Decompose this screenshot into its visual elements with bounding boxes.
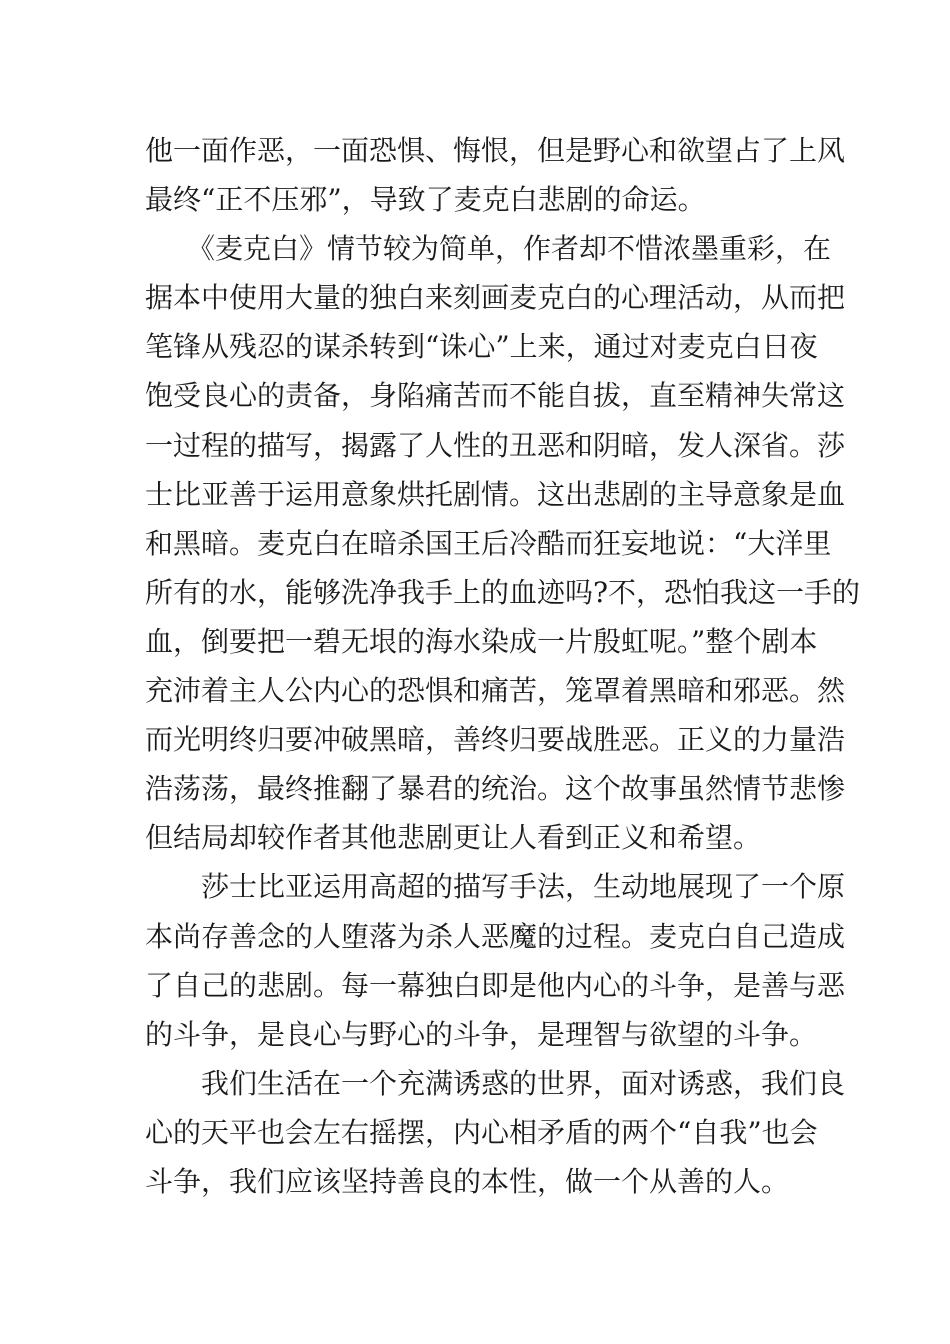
text-line: 饱受良心的责备，身陷痛苦而不能自拔，直至精神失常这: [145, 379, 846, 413]
text-line: 的斗争，是良心与野心的斗争，是理智与欲望的斗争。: [145, 1017, 818, 1051]
text-line: 本尚存善念的人堕落为杀人恶魔的过程。麦克白自己造成: [145, 919, 846, 953]
text-line: 一过程的描写，揭露了人性的丑恶和阴暗，发人深省。莎: [145, 428, 846, 462]
text-line: 我们生活在一个充满诱惑的世界，面对诱惑，我们良: [145, 1066, 846, 1100]
text-line: 士比亚善于运用意象烘托剧情。这出悲剧的主导意象是血: [145, 477, 846, 511]
text-line: 充沛着主人公内心的恐惧和痛苦，笼罩着黑暗和邪恶。然: [145, 674, 846, 708]
text-line: 心的天平也会左右摇摆，内心相矛盾的两个“自我”也会: [145, 1115, 818, 1149]
text-line: 了自己的悲剧。每一幕独白即是他内心的斗争，是善与恶: [145, 968, 846, 1002]
text-line: 浩荡荡，最终推翻了暴君的统治。这个故事虽然情节悲惨: [145, 772, 846, 806]
text-line: 而光明终归要冲破黑暗，善终归要战胜恶。正义的力量浩: [145, 723, 846, 757]
text-line: 斗争，我们应该坚持善良的本性，做一个从善的人。: [145, 1164, 790, 1198]
text-line: 据本中使用大量的独白来刻画麦克白的心理活动，从而把: [145, 281, 846, 315]
text-line: 和黑暗。麦克白在暗杀国王后冷酷而狂妄地说：“大洋里: [145, 526, 832, 560]
text-line: 所有的水，能够洗净我手上的血迹吗?不，恐怕我这一手的: [145, 575, 861, 609]
text-line: 但结局却较作者其他悲剧更让人看到正义和希望。: [145, 821, 762, 855]
text-line: 莎士比亚运用高超的描写手法，生动地展现了一个原: [145, 870, 846, 904]
text-line: 笔锋从残忍的谋杀转到“诛心”上来，通过对麦克白日夜: [145, 330, 818, 364]
text-line: 《麦克白》情节较为简单，作者却不惜浓墨重彩，在: [145, 232, 832, 266]
text-line: 最终“正不压邪”，导致了麦克白悲剧的命运。: [145, 183, 706, 217]
document-body: [145, 126, 861, 1206]
text-line: 血，倒要把一碧无垠的海水染成一片殷虹呢。”整个剧本: [145, 624, 818, 658]
text-line: 他一面作恶，一面恐惧、悔恨，但是野心和欲望占了上风: [145, 134, 846, 167]
